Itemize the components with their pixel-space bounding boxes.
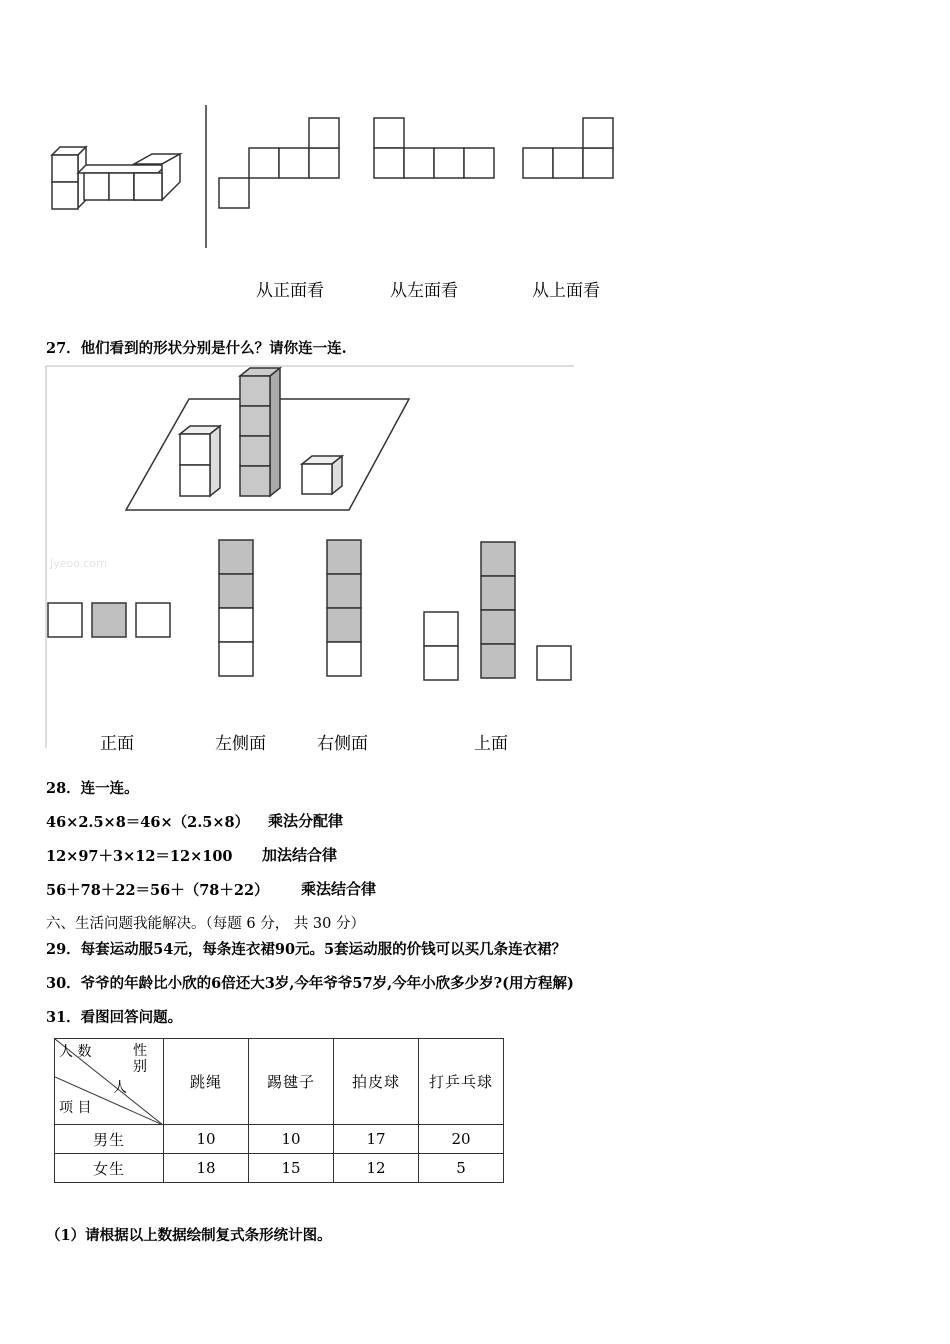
col-header-1: 跳绳 [164, 1039, 249, 1125]
label-front: 正面 [100, 734, 134, 754]
diag-xiangmu: 项 目 [59, 1100, 92, 1116]
col-header-2: 踢毽子 [249, 1039, 334, 1125]
caption-front-view: 从正面看 [256, 281, 324, 301]
table-cell: 20 [419, 1125, 504, 1154]
diag-ren: 人 [113, 1080, 127, 1096]
col-header-4: 打乒乓球 [419, 1039, 504, 1125]
q28-law-3: 乘法结合律 [301, 880, 377, 898]
table-cell: 15 [249, 1154, 334, 1183]
three-view-figure [40, 100, 640, 260]
diag-renshu: 人 数 [59, 1044, 92, 1060]
sports-table [54, 1038, 504, 1183]
q29-text: 29．每套运动服54元，每条连衣裙90元。5套运动服的价钱可以买几条连衣裙？ [46, 941, 567, 958]
caption-top-view: 从上面看 [532, 281, 600, 301]
q27-title: 27．他们看到的形状分别是什么？请你连一连. [46, 340, 347, 357]
table-cell: 10 [164, 1125, 249, 1154]
q28-expr-2: 12×97＋3×12＝12×100 [46, 848, 233, 865]
col-header-3: 拍皮球 [334, 1039, 419, 1125]
table-row [55, 1154, 504, 1183]
label-right-side: 右侧面 [317, 734, 368, 754]
row-label: 女生 [55, 1154, 164, 1183]
q28-law-1: 乘法分配律 [268, 812, 344, 830]
table-cell: 5 [419, 1154, 504, 1183]
diagonal-header-cell [55, 1039, 164, 1125]
q28-expr-1: 46×2.5×8＝46×（2.5×8） [46, 814, 250, 831]
q28-title: 28．连一连。 [46, 780, 139, 797]
label-top: 上面 [474, 734, 508, 754]
table-row [55, 1125, 504, 1154]
q27-cubes-figure [44, 362, 584, 752]
q28-law-2: 加法结合律 [262, 846, 338, 864]
table-cell: 12 [334, 1154, 419, 1183]
q28-expr-3: 56＋78＋22＝56＋（78＋22） [46, 882, 269, 899]
watermark: Jyeoo.com [50, 557, 107, 570]
q31-sub-1: （1）请根据以上数据绘制复式条形统计图。 [46, 1227, 332, 1244]
table-cell: 10 [249, 1125, 334, 1154]
label-left-side: 左侧面 [215, 734, 266, 754]
table-cell: 17 [334, 1125, 419, 1154]
row-label: 男生 [55, 1125, 164, 1154]
section-6-heading: 六、生活问题我能解决。（每题 6 分， 共 30 分） [46, 916, 365, 932]
caption-left-view: 从左面看 [390, 281, 458, 301]
q31-title: 31．看图回答问题。 [46, 1009, 183, 1026]
q30-text: 30．爷爷的年龄比小欣的6倍还大3岁,今年爷爷57岁,今年小欣多少岁?(用方程解) [46, 975, 574, 992]
diag-xingbie: 性 别 [133, 1043, 147, 1075]
table-cell: 18 [164, 1154, 249, 1183]
